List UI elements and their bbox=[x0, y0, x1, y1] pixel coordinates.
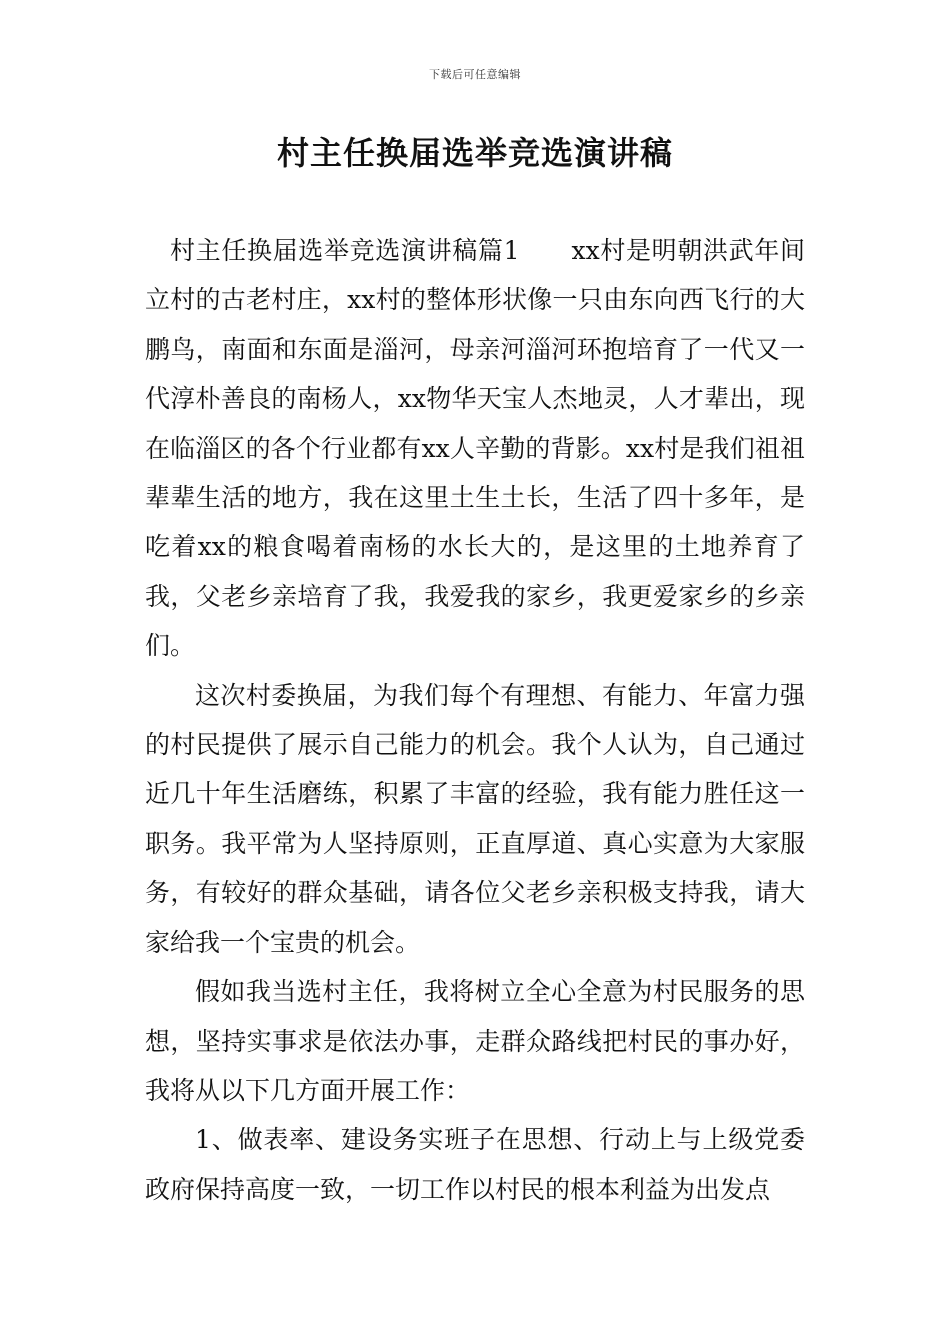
paragraph-2: 这次村委换届，为我们每个有理想、有能力、年富力强的村民提供了展示自己能力的机会。我个人认为，自己通过近几十年生活磨练，积累了丰富的经验，我有能力胜任这一职务。我平常为人坚持原则，正直厚道、真心实意为大家服务，有较好的群众基础，请各位父老乡亲积极支持我，请大家给我一个宝贵的机会。 bbox=[145, 680, 805, 957]
page-header-note: 下载后可任意编辑 bbox=[429, 68, 521, 81]
document-title: 村主任换届选举竞选演讲稿 bbox=[276, 134, 673, 172]
paragraph-3: 假如我当选村主任，我将树立全心全意为村民服务的思想，坚持实事求是依法办事，走群众路线把村民的事办好，我将从以下几方面开展工作： bbox=[145, 977, 805, 1105]
paragraph-4: 1、做表率、建设务实班子在思想、行动上与上级党委政府保持高度一致，一切工作以村民的根本利益为出发点 bbox=[145, 1125, 805, 1204]
document-body bbox=[145, 226, 805, 1214]
paragraph-1: 村主任换届选举竞选演讲稿篇1 xx村是明朝洪武年间立村的古老村庄，xx村的整体形状像一只由东向西飞行的大鹏鸟，南面和东面是淄河，母亲河淄河环抱培育了一代又一代淳朴善良的南杨人，xx物华天宝人杰地灵，人才辈出，现在临淄区的各个行业都有xx人辛勤的背影。xx村是我们祖祖辈辈生活的地方，我在这里土生土长，生活了四十多年，是吃着xx的粮食喝着南杨的水长大的，是这里的土地养育了我，父老乡亲培育了我，我爱我的家乡，我更爱家乡的乡亲们。 bbox=[145, 236, 805, 661]
